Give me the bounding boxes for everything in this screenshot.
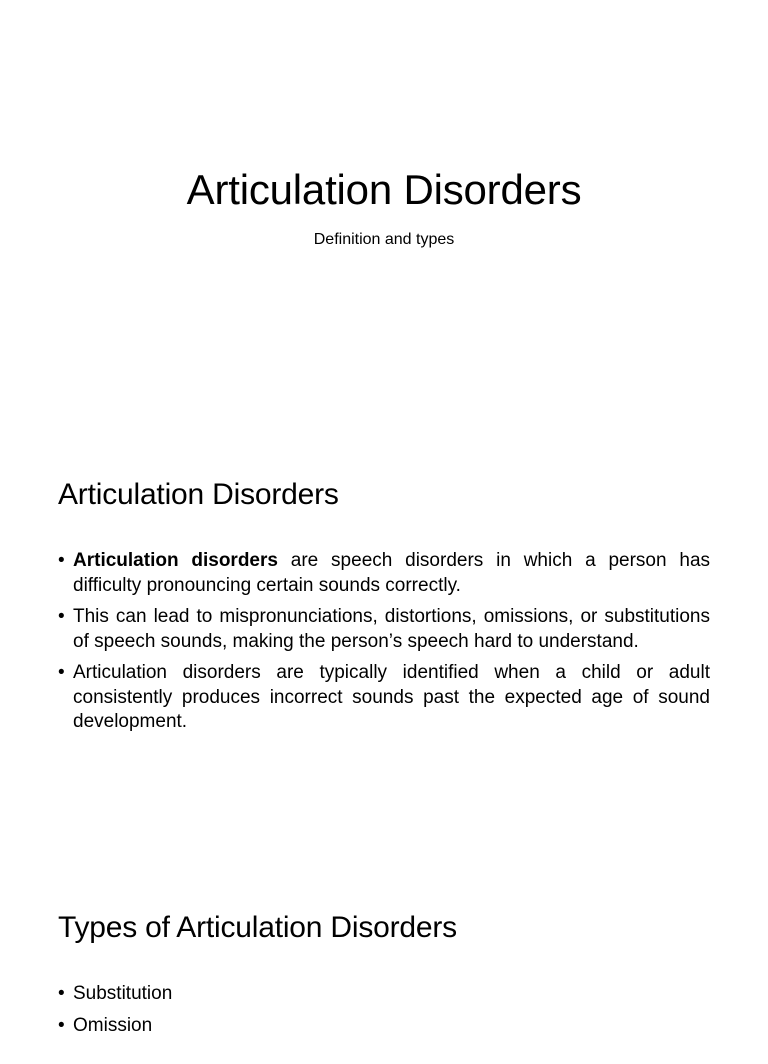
- definition-bullet-list: [58, 549, 710, 742]
- bullet-text: This can lead to mispronunciations, distortions, omissions, or substitutions of speech sounds, making the person’s speech hard to understand.: [73, 606, 710, 652]
- definition-bullet: [58, 549, 710, 598]
- bullet-text: Substitution: [73, 983, 173, 1004]
- presentation-title: Articulation Disorders: [186, 166, 582, 213]
- title-slide: [0, 0, 768, 432]
- bullet-dot: •: [58, 662, 65, 683]
- types-slide: [0, 864, 768, 1064]
- bullet-dot: •: [58, 606, 65, 627]
- definition-bullet: [58, 661, 710, 735]
- types-heading: Types of Articulation Disorders: [58, 911, 457, 944]
- definition-slide: [0, 432, 768, 864]
- bullet-dot: •: [58, 550, 65, 571]
- definition-bullet: [58, 605, 710, 654]
- definition-heading: Articulation Disorders: [58, 478, 339, 511]
- bullet-text: Articulation disorders are typically identified when a child or adult consistently produces incorrect sounds past the expected age of sound development.: [73, 662, 710, 732]
- types-bullet-list: [58, 982, 710, 1045]
- bullet-text: Omission: [73, 1014, 153, 1036]
- types-bullet: [58, 982, 710, 1007]
- bullet-dot: •: [58, 983, 65, 1004]
- bullet-text: are speech disorders in which a person has difficulty pronouncing certain sounds correctly.: [73, 550, 711, 596]
- bullet-dot: •: [58, 1014, 65, 1036]
- presentation-subtitle: Definition and types: [313, 231, 455, 248]
- bullet-bold-term: Articulation disorders: [73, 550, 278, 571]
- types-bullet: [58, 1014, 710, 1039]
